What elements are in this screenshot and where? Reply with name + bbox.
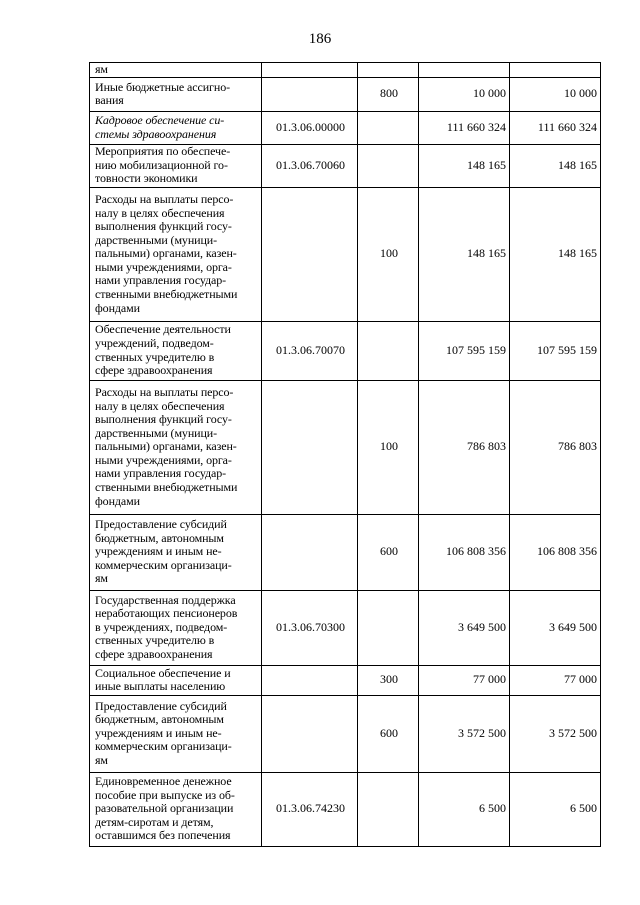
amount-cell: 3 572 500 bbox=[419, 695, 510, 772]
row-name: Расходы на выплаты персо- налу в целях обеспечения выполнения функций госу- дарственными (муници- пальными) органами, казен- ными учреждениями, орга- нами управления государ- ственными внебюджетными фондами bbox=[95, 191, 238, 315]
row-name: Обеспечение деятельности учреждений, подведом- ственных учредителю в сфере здравоохранения bbox=[95, 322, 231, 378]
expense-type-cell bbox=[358, 590, 419, 665]
expense-type-cell bbox=[358, 321, 419, 380]
target-code-cell bbox=[262, 695, 358, 772]
budget-table bbox=[89, 62, 601, 847]
row-name: Государственная поддержка неработающих пенсионеров в учреждениях, подведом- ственных учредителю в сфере здравоохранения bbox=[95, 592, 238, 661]
expense-type-cell: 100 bbox=[358, 380, 419, 514]
table-row bbox=[90, 590, 601, 665]
row-name: Мероприятия по обеспече- нию мобилизационной го- товности экономики bbox=[95, 144, 231, 186]
row-name-cell bbox=[90, 380, 262, 514]
row-name-cell bbox=[90, 187, 262, 321]
expense-type-cell bbox=[358, 772, 419, 846]
table-row bbox=[90, 695, 601, 772]
amount-cell: 10 000 bbox=[419, 77, 510, 111]
table-row bbox=[90, 321, 601, 380]
row-name: Социальное обеспечение и иные выплаты населению bbox=[95, 665, 231, 694]
target-code-cell bbox=[262, 77, 358, 111]
target-code-cell: 01.3.06.00000 bbox=[262, 111, 358, 144]
table-row bbox=[90, 77, 601, 111]
expense-type-cell bbox=[358, 63, 419, 78]
row-name: Иные бюджетные ассигно- вания bbox=[95, 79, 230, 108]
table-row bbox=[90, 187, 601, 321]
row-name-cell bbox=[90, 590, 262, 665]
row-name-cell bbox=[90, 772, 262, 846]
target-code-cell bbox=[262, 187, 358, 321]
expense-type-cell: 300 bbox=[358, 665, 419, 695]
amount-cell: 148 165 bbox=[419, 187, 510, 321]
row-name: Предоставление субсидий бюджетным, автономным учреждениям и иным не- коммерческим организаци- ям bbox=[95, 517, 232, 586]
row-name-cell bbox=[90, 111, 262, 144]
table-row bbox=[90, 144, 601, 187]
amount-cell: 10 000 bbox=[510, 77, 601, 111]
amount-cell bbox=[510, 63, 601, 78]
amount-cell: 111 660 324 bbox=[419, 111, 510, 144]
budget-table-body bbox=[90, 63, 601, 847]
expense-type-cell: 100 bbox=[358, 187, 419, 321]
page-number: 186 bbox=[308, 31, 332, 47]
expense-type-cell: 600 bbox=[358, 514, 419, 590]
expense-type-cell bbox=[358, 111, 419, 144]
amount-cell: 111 660 324 bbox=[510, 111, 601, 144]
amount-cell: 3 649 500 bbox=[419, 590, 510, 665]
target-code-cell: 01.3.06.74230 bbox=[262, 772, 358, 846]
amount-cell: 77 000 bbox=[419, 665, 510, 695]
table-row bbox=[90, 380, 601, 514]
target-code-cell: 01.3.06.70070 bbox=[262, 321, 358, 380]
amount-cell: 786 803 bbox=[510, 380, 601, 514]
table-row bbox=[90, 514, 601, 590]
amount-cell: 77 000 bbox=[510, 665, 601, 695]
row-name-cell bbox=[90, 695, 262, 772]
table-row bbox=[90, 63, 601, 78]
row-name: Кадровое обеспечение си- стемы здравоохранения bbox=[95, 113, 225, 141]
amount-cell bbox=[419, 63, 510, 78]
table-row bbox=[90, 665, 601, 695]
row-name-cell bbox=[90, 144, 262, 187]
amount-cell: 6 500 bbox=[510, 772, 601, 846]
amount-cell: 148 165 bbox=[510, 187, 601, 321]
amount-cell: 6 500 bbox=[419, 772, 510, 846]
amount-cell: 3 649 500 bbox=[510, 590, 601, 665]
expense-type-cell bbox=[358, 144, 419, 187]
amount-cell: 107 595 159 bbox=[419, 321, 510, 380]
expense-type-cell: 600 bbox=[358, 695, 419, 772]
row-name-cell bbox=[90, 514, 262, 590]
amount-cell: 106 808 356 bbox=[419, 514, 510, 590]
target-code-cell: 01.3.06.70300 bbox=[262, 590, 358, 665]
table-row bbox=[90, 111, 601, 144]
expense-type-cell: 800 bbox=[358, 77, 419, 111]
row-name-cell bbox=[90, 63, 262, 78]
table-row bbox=[90, 772, 601, 846]
amount-cell: 148 165 bbox=[510, 144, 601, 187]
row-name: Предоставление субсидий бюджетным, автономным учреждениям и иным не- коммерческим организаци- ям bbox=[95, 698, 232, 767]
amount-cell: 148 165 bbox=[419, 144, 510, 187]
amount-cell: 3 572 500 bbox=[510, 695, 601, 772]
row-name-cell bbox=[90, 665, 262, 695]
target-code-cell bbox=[262, 63, 358, 78]
target-code-cell bbox=[262, 380, 358, 514]
target-code-cell: 01.3.06.70060 bbox=[262, 144, 358, 187]
row-name-cell bbox=[90, 321, 262, 380]
row-name: Расходы на выплаты персо- налу в целях обеспечения выполнения функций госу- дарственными (муници- пальными) органами, казен- ными учреждениями, орга- нами управления государ- ственными внебюджетными фондами bbox=[95, 384, 238, 508]
row-name: ям bbox=[95, 62, 108, 76]
row-name: Единовременное денежное пособие при выпуске из об- разовательной организации детям-сиротам и детям, оставшимся без попечения bbox=[95, 774, 235, 843]
amount-cell: 786 803 bbox=[419, 380, 510, 514]
target-code-cell bbox=[262, 514, 358, 590]
amount-cell: 107 595 159 bbox=[510, 321, 601, 380]
row-name-cell bbox=[90, 77, 262, 111]
target-code-cell bbox=[262, 665, 358, 695]
amount-cell: 106 808 356 bbox=[510, 514, 601, 590]
